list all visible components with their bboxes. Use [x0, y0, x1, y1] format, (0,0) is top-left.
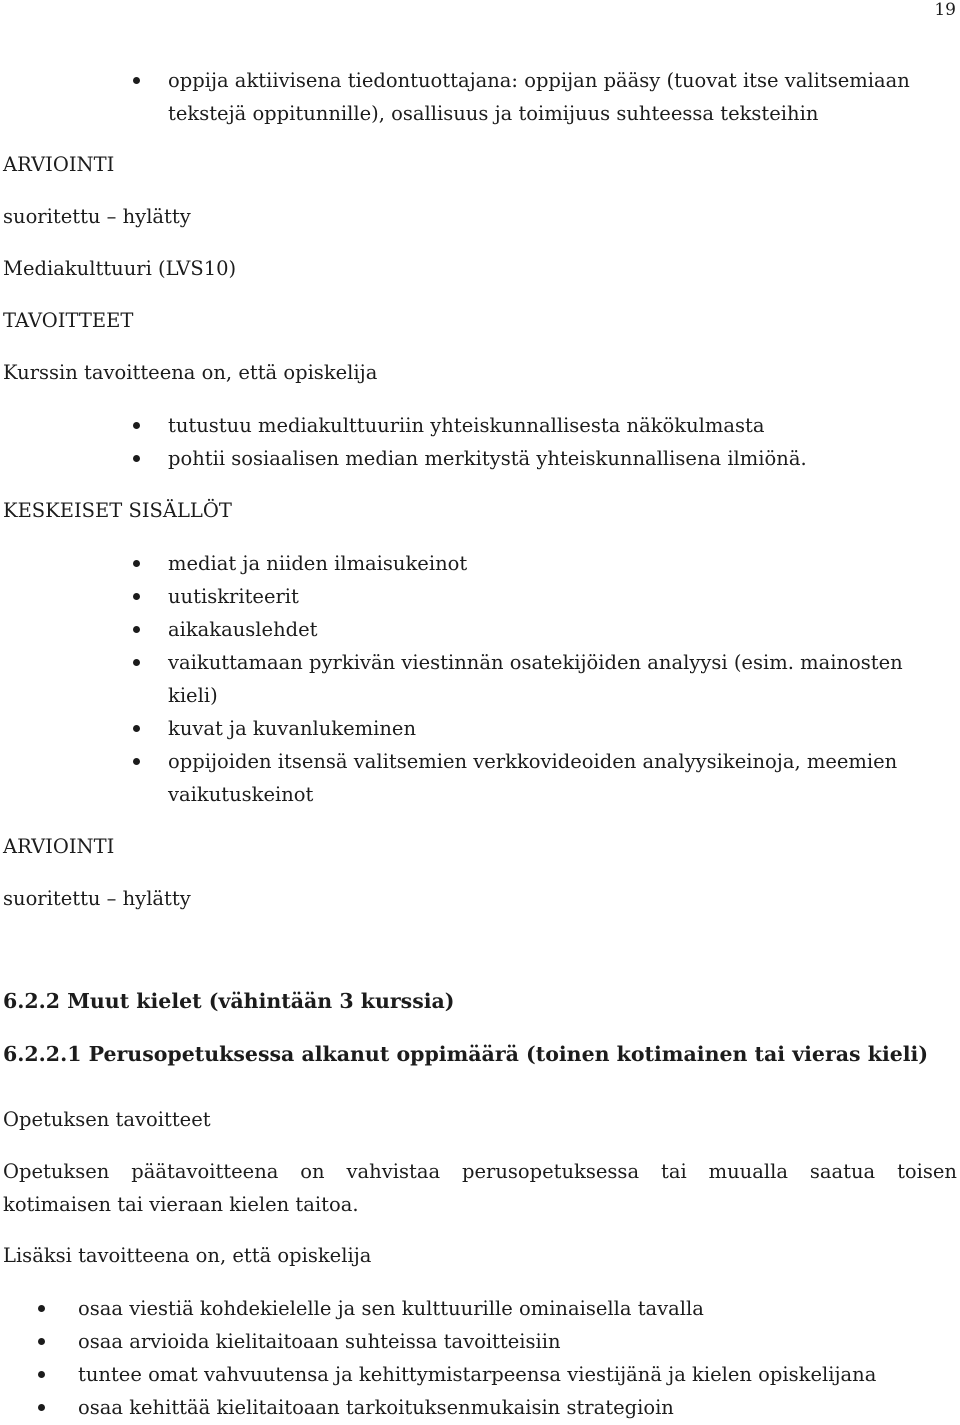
- main-goal-paragraph: [3, 1155, 957, 1221]
- list-item: kuvat ja kuvanlukeminen: [133, 712, 928, 745]
- additional-goals-list: [38, 1292, 876, 1424]
- assessment-heading: ARVIOINTI: [3, 835, 115, 858]
- list-item: tutustuu mediakulttuuriin yhteiskunnallisesta näkökulmasta: [133, 409, 807, 442]
- list-item: mediat ja niiden ilmaisukeinot: [133, 547, 928, 580]
- section-heading: 6.2.2 Muut kielet (vähintään 3 kurssia): [3, 989, 455, 1013]
- list-item: osaa arvioida kielitaitoaan suhteissa tavoitteisiin: [38, 1325, 876, 1358]
- top-bullet-list: [133, 64, 933, 130]
- subsection-heading: 6.2.2.1 Perusopetuksessa alkanut oppimäärä (toinen kotimainen tai vieras kieli): [3, 1042, 929, 1066]
- list-item: [133, 64, 933, 130]
- list-item: osaa kehittää kielitaitoaan tarkoituksenmukaisin strategioin: [38, 1391, 876, 1424]
- assessment-heading: ARVIOINTI: [3, 153, 115, 176]
- list-item: tuntee omat vahvuutensa ja kehittymistarpeensa viestijänä ja kielen opiskelijana: [38, 1358, 876, 1391]
- teaching-goals-heading: Opetuksen tavoitteet: [3, 1108, 211, 1131]
- assessment-value: suoritettu – hylätty: [3, 887, 191, 910]
- goals-list: [133, 409, 807, 475]
- paragraph-line: Opetuksen päätavoitteena on vahvistaa perusopetuksessa tai muualla saatua toisen: [3, 1160, 957, 1183]
- list-item: oppijoiden itsensä valitsemien verkkovideoiden analyysikeinoja, meemien vaikutuskeinot: [133, 745, 928, 811]
- list-item: osaa viestiä kohdekielelle ja sen kulttuurille ominaisella tavalla: [38, 1292, 876, 1325]
- assessment-value: suoritettu – hylätty: [3, 205, 191, 228]
- goals-intro: Kurssin tavoitteena on, että opiskelija: [3, 361, 378, 384]
- contents-heading: KESKEISET SISÄLLÖT: [3, 499, 232, 522]
- list-item-text: oppija aktiivisena tiedontuottajana: oppijan pääsy (tuovat itse valitsemiaan tekstejä oppitunnille), osallisuus ja toimijuus suhteessa teksteihin: [168, 69, 910, 125]
- list-item: aikakauslehdet: [133, 613, 928, 646]
- list-item: pohtii sosiaalisen median merkitystä yhteiskunnallisena ilmiönä.: [133, 442, 807, 475]
- list-item: vaikuttamaan pyrkivän viestinnän osatekijöiden analyysi (esim. mainosten kieli): [133, 646, 928, 712]
- contents-list: [133, 547, 928, 811]
- goals-heading: TAVOITTEET: [3, 309, 134, 332]
- additional-goals-intro: Lisäksi tavoitteena on, että opiskelija: [3, 1244, 372, 1267]
- course-title: Mediakulttuuri (LVS10): [3, 257, 237, 280]
- paragraph-line: kotimaisen tai vieraan kielen taitoa.: [3, 1193, 359, 1216]
- list-item: uutiskriteerit: [133, 580, 928, 613]
- page-number: 19: [934, 0, 956, 20]
